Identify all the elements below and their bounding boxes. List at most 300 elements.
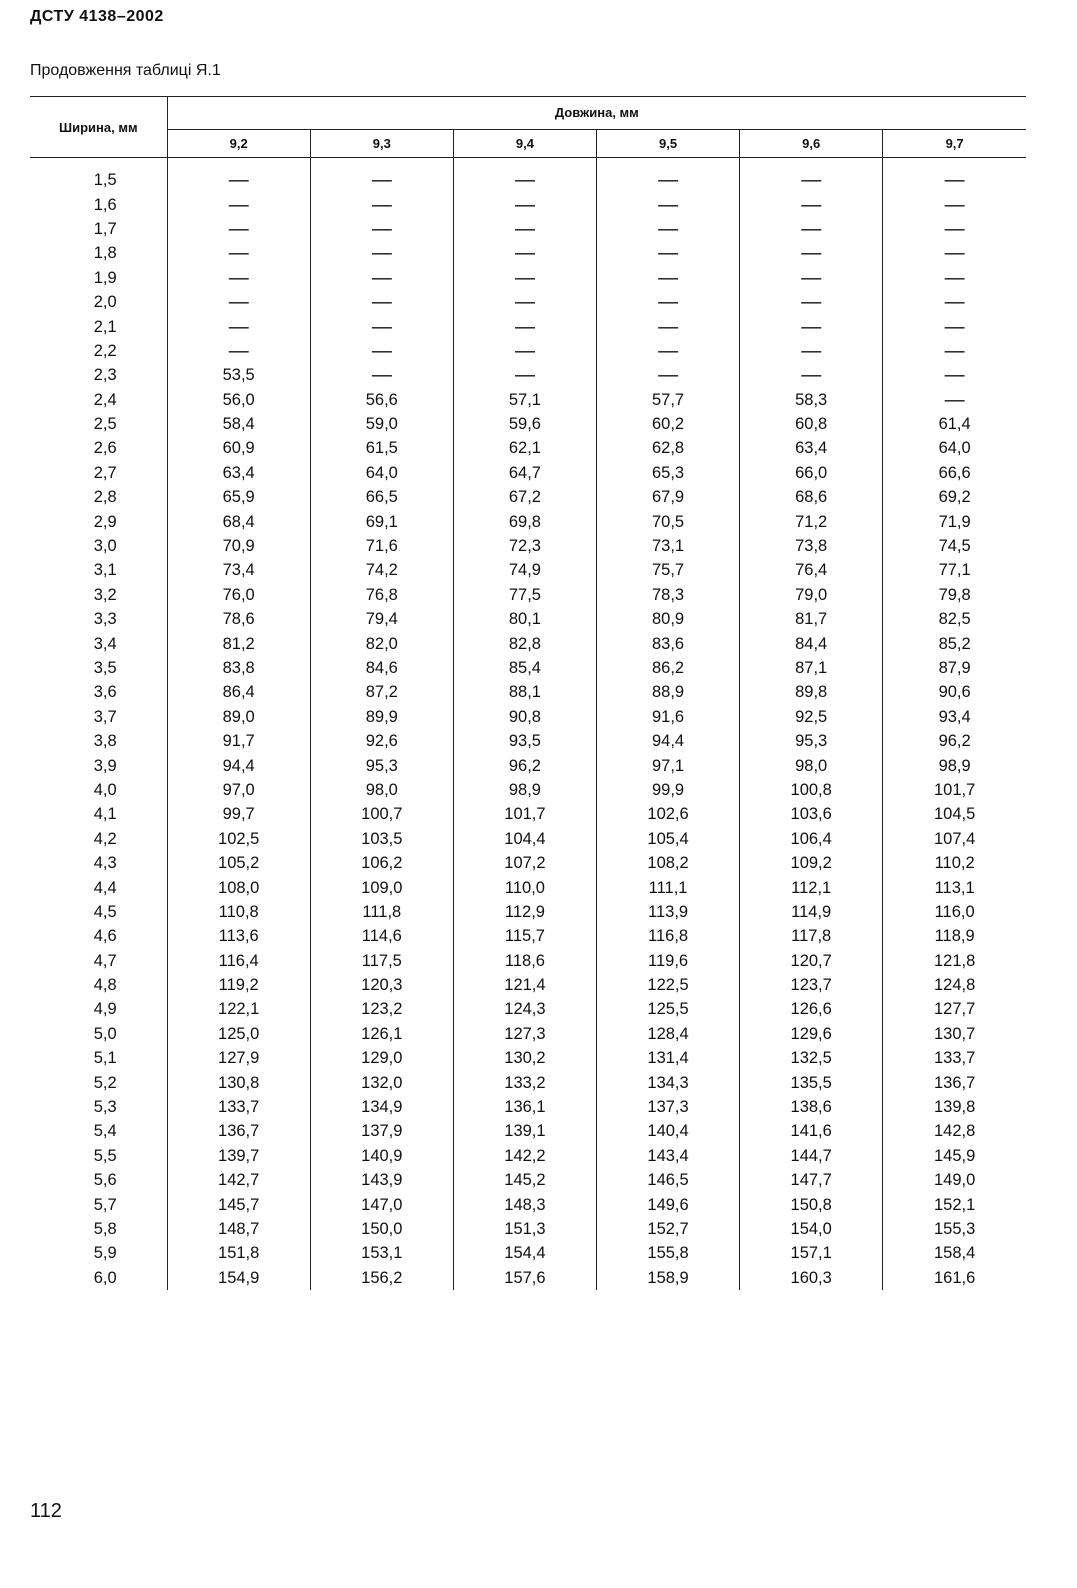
value-cell: 130,7 — [883, 1022, 1026, 1046]
value-cell: — — [740, 290, 883, 314]
table-row — [30, 1046, 1026, 1070]
width-cell: 2,8 — [30, 485, 167, 509]
value-cell: 98,9 — [883, 753, 1026, 777]
value-cell: 56,0 — [167, 388, 310, 412]
value-cell: 139,1 — [453, 1119, 596, 1143]
value-cell: 74,2 — [310, 558, 453, 582]
table-row — [30, 753, 1026, 777]
value-cell: 139,7 — [167, 1144, 310, 1168]
value-cell: 60,9 — [167, 436, 310, 460]
value-cell: 70,9 — [167, 534, 310, 558]
table-row — [30, 1095, 1026, 1119]
value-cell: 118,9 — [883, 924, 1026, 948]
value-cell: 106,4 — [740, 827, 883, 851]
table-row — [30, 1192, 1026, 1216]
value-cell: 128,4 — [597, 1022, 740, 1046]
value-cell: 82,5 — [883, 607, 1026, 631]
value-cell: — — [310, 290, 453, 314]
value-cell: 161,6 — [883, 1266, 1026, 1290]
value-cell: 139,8 — [883, 1095, 1026, 1119]
value-cell: 126,6 — [740, 997, 883, 1021]
value-cell: 70,5 — [597, 509, 740, 533]
value-cell: 53,5 — [167, 363, 310, 387]
value-cell: 66,6 — [883, 461, 1026, 485]
value-cell: 140,4 — [597, 1119, 740, 1143]
value-cell: 95,3 — [740, 729, 883, 753]
value-cell: 90,6 — [883, 680, 1026, 704]
value-cell: — — [310, 217, 453, 241]
value-cell: 100,8 — [740, 778, 883, 802]
value-cell: 135,5 — [740, 1070, 883, 1094]
value-cell: 142,8 — [883, 1119, 1026, 1143]
value-cell: 77,1 — [883, 558, 1026, 582]
value-cell: 104,4 — [453, 827, 596, 851]
table-row — [30, 363, 1026, 387]
table-body — [30, 158, 1026, 1290]
value-cell: 111,1 — [597, 875, 740, 899]
value-cell: 76,0 — [167, 583, 310, 607]
table-row — [30, 949, 1026, 973]
value-cell: — — [740, 266, 883, 290]
value-cell: — — [310, 363, 453, 387]
value-cell: 72,3 — [453, 534, 596, 558]
value-cell: 145,7 — [167, 1192, 310, 1216]
value-cell: 103,6 — [740, 802, 883, 826]
table-caption: Продовження таблиці Я.1 — [30, 62, 221, 79]
value-cell: — — [740, 241, 883, 265]
value-cell: 71,2 — [740, 509, 883, 533]
value-cell: 107,4 — [883, 827, 1026, 851]
value-cell: 131,4 — [597, 1046, 740, 1070]
value-cell: — — [453, 314, 596, 338]
table-row — [30, 485, 1026, 509]
table-row — [30, 705, 1026, 729]
value-cell: 64,7 — [453, 461, 596, 485]
value-cell: 87,1 — [740, 656, 883, 680]
value-cell: 85,4 — [453, 656, 596, 680]
table-row — [30, 461, 1026, 485]
width-cell: 3,5 — [30, 656, 167, 680]
value-cell: 117,5 — [310, 949, 453, 973]
value-cell: 154,9 — [167, 1266, 310, 1290]
width-cell: 3,0 — [30, 534, 167, 558]
width-cell: 5,3 — [30, 1095, 167, 1119]
table-row — [30, 558, 1026, 582]
value-cell: 67,9 — [597, 485, 740, 509]
value-cell: 157,6 — [453, 1266, 596, 1290]
value-cell: 97,0 — [167, 778, 310, 802]
value-cell: 74,9 — [453, 558, 596, 582]
table-row — [30, 924, 1026, 948]
value-cell: 125,5 — [597, 997, 740, 1021]
value-cell: 143,9 — [310, 1168, 453, 1192]
value-cell: — — [597, 339, 740, 363]
page-number: 112 — [30, 1500, 62, 1522]
width-cell: 5,6 — [30, 1168, 167, 1192]
value-cell: 59,6 — [453, 412, 596, 436]
width-cell: 2,5 — [30, 412, 167, 436]
value-cell: 101,7 — [883, 778, 1026, 802]
value-cell: — — [597, 314, 740, 338]
width-cell: 5,1 — [30, 1046, 167, 1070]
value-cell: — — [310, 192, 453, 216]
value-cell: 110,2 — [883, 851, 1026, 875]
table-header — [30, 97, 1026, 158]
value-cell: 76,8 — [310, 583, 453, 607]
value-cell: 124,8 — [883, 973, 1026, 997]
value-cell: — — [740, 363, 883, 387]
value-cell: 126,1 — [310, 1022, 453, 1046]
value-cell: 94,4 — [597, 729, 740, 753]
value-cell: 152,7 — [597, 1217, 740, 1241]
value-cell: 73,4 — [167, 558, 310, 582]
value-cell: — — [597, 217, 740, 241]
value-cell: 105,2 — [167, 851, 310, 875]
value-cell: 129,6 — [740, 1022, 883, 1046]
value-cell: 87,2 — [310, 680, 453, 704]
value-cell: 116,0 — [883, 900, 1026, 924]
value-cell: 122,5 — [597, 973, 740, 997]
value-cell: 93,4 — [883, 705, 1026, 729]
value-cell: — — [167, 241, 310, 265]
value-cell: 68,4 — [167, 509, 310, 533]
value-cell: 147,0 — [310, 1192, 453, 1216]
width-cell: 4,1 — [30, 802, 167, 826]
value-cell: 69,8 — [453, 509, 596, 533]
width-cell: 2,0 — [30, 290, 167, 314]
value-cell: 89,8 — [740, 680, 883, 704]
value-cell: 81,2 — [167, 631, 310, 655]
value-cell: 82,0 — [310, 631, 453, 655]
value-cell: 60,8 — [740, 412, 883, 436]
table-row — [30, 314, 1026, 338]
width-cell: 3,3 — [30, 607, 167, 631]
value-cell: 91,7 — [167, 729, 310, 753]
length-column-header: 9,6 — [740, 129, 883, 157]
value-cell: 127,9 — [167, 1046, 310, 1070]
value-cell: — — [453, 339, 596, 363]
table-row — [30, 827, 1026, 851]
value-cell: 88,9 — [597, 680, 740, 704]
value-cell: 79,4 — [310, 607, 453, 631]
value-cell: — — [310, 266, 453, 290]
width-cell: 1,7 — [30, 217, 167, 241]
value-cell: 109,2 — [740, 851, 883, 875]
value-cell: — — [597, 363, 740, 387]
width-cell: 2,9 — [30, 509, 167, 533]
value-cell: 84,4 — [740, 631, 883, 655]
value-cell: — — [167, 339, 310, 363]
value-cell: 154,4 — [453, 1241, 596, 1265]
value-cell: 83,6 — [597, 631, 740, 655]
value-cell: 71,9 — [883, 509, 1026, 533]
value-cell: 118,6 — [453, 949, 596, 973]
table-row — [30, 1168, 1026, 1192]
value-cell: 116,4 — [167, 949, 310, 973]
value-cell: 155,8 — [597, 1241, 740, 1265]
value-cell: — — [453, 363, 596, 387]
value-cell: — — [883, 192, 1026, 216]
value-cell: 100,7 — [310, 802, 453, 826]
value-cell: 146,5 — [597, 1168, 740, 1192]
value-cell: 112,1 — [740, 875, 883, 899]
width-cell: 4,3 — [30, 851, 167, 875]
value-cell: 101,7 — [453, 802, 596, 826]
width-cell: 1,5 — [30, 158, 167, 193]
value-cell: 127,3 — [453, 1022, 596, 1046]
value-cell: 78,3 — [597, 583, 740, 607]
value-cell: — — [310, 339, 453, 363]
width-cell: 5,5 — [30, 1144, 167, 1168]
width-cell: 4,9 — [30, 997, 167, 1021]
value-cell: 104,5 — [883, 802, 1026, 826]
table-row — [30, 1022, 1026, 1046]
width-cell: 2,1 — [30, 314, 167, 338]
value-cell: 119,2 — [167, 973, 310, 997]
value-cell: 149,0 — [883, 1168, 1026, 1192]
value-cell: 149,6 — [597, 1192, 740, 1216]
value-cell: — — [453, 217, 596, 241]
width-cell: 4,0 — [30, 778, 167, 802]
value-cell: 69,2 — [883, 485, 1026, 509]
length-group-header: Довжина, мм — [167, 97, 1026, 130]
width-cell: 5,4 — [30, 1119, 167, 1143]
value-cell: 122,1 — [167, 997, 310, 1021]
width-cell: 2,3 — [30, 363, 167, 387]
value-cell: 89,9 — [310, 705, 453, 729]
width-cell: 1,8 — [30, 241, 167, 265]
width-cell: 5,8 — [30, 1217, 167, 1241]
value-cell: 136,1 — [453, 1095, 596, 1119]
value-cell: 121,4 — [453, 973, 596, 997]
table-row — [30, 583, 1026, 607]
value-cell: 73,8 — [740, 534, 883, 558]
value-cell: 132,5 — [740, 1046, 883, 1070]
value-cell: 132,0 — [310, 1070, 453, 1094]
value-cell: 136,7 — [883, 1070, 1026, 1094]
value-cell: 124,3 — [453, 997, 596, 1021]
value-cell: 87,9 — [883, 656, 1026, 680]
width-cell: 3,2 — [30, 583, 167, 607]
value-cell: 151,8 — [167, 1241, 310, 1265]
table-row — [30, 290, 1026, 314]
value-cell: 60,2 — [597, 412, 740, 436]
value-cell: 85,2 — [883, 631, 1026, 655]
value-cell: 160,3 — [740, 1266, 883, 1290]
value-cell: 77,5 — [453, 583, 596, 607]
value-cell: — — [597, 241, 740, 265]
value-cell: 133,7 — [883, 1046, 1026, 1070]
value-cell: — — [453, 290, 596, 314]
document-code: ДСТУ 4138–2002 — [30, 8, 164, 25]
value-cell: 62,8 — [597, 436, 740, 460]
value-cell: — — [453, 241, 596, 265]
table-row — [30, 607, 1026, 631]
value-cell: — — [167, 192, 310, 216]
value-cell: 92,6 — [310, 729, 453, 753]
table-row — [30, 656, 1026, 680]
width-cell: 3,9 — [30, 753, 167, 777]
table-row — [30, 997, 1026, 1021]
value-cell: 150,8 — [740, 1192, 883, 1216]
value-cell: 61,4 — [883, 412, 1026, 436]
value-cell: 110,0 — [453, 875, 596, 899]
width-cell: 5,7 — [30, 1192, 167, 1216]
value-cell: 138,6 — [740, 1095, 883, 1119]
value-cell: 71,6 — [310, 534, 453, 558]
value-cell: — — [310, 241, 453, 265]
value-cell: — — [883, 339, 1026, 363]
value-cell: 98,9 — [453, 778, 596, 802]
value-cell: 94,4 — [167, 753, 310, 777]
table-row — [30, 729, 1026, 753]
value-cell: 158,9 — [597, 1266, 740, 1290]
value-cell: 110,8 — [167, 900, 310, 924]
value-cell: 64,0 — [310, 461, 453, 485]
width-cell: 5,2 — [30, 1070, 167, 1094]
table-row — [30, 631, 1026, 655]
value-cell: — — [167, 314, 310, 338]
value-cell: 109,0 — [310, 875, 453, 899]
value-cell: 65,9 — [167, 485, 310, 509]
data-table-container — [30, 96, 1026, 1290]
value-cell: 86,4 — [167, 680, 310, 704]
value-cell: 114,9 — [740, 900, 883, 924]
value-cell: — — [453, 266, 596, 290]
value-cell: 80,9 — [597, 607, 740, 631]
value-cell: 66,5 — [310, 485, 453, 509]
value-cell: 143,4 — [597, 1144, 740, 1168]
value-cell: — — [883, 158, 1026, 193]
value-cell: — — [883, 266, 1026, 290]
value-cell: 59,0 — [310, 412, 453, 436]
value-cell: 113,1 — [883, 875, 1026, 899]
width-cell: 2,7 — [30, 461, 167, 485]
value-cell: 79,8 — [883, 583, 1026, 607]
value-cell: 150,0 — [310, 1217, 453, 1241]
table-row — [30, 1266, 1026, 1290]
value-cell: 95,3 — [310, 753, 453, 777]
value-cell: 81,7 — [740, 607, 883, 631]
value-cell: 90,8 — [453, 705, 596, 729]
value-cell: 141,6 — [740, 1119, 883, 1143]
value-cell: 57,1 — [453, 388, 596, 412]
value-cell: 144,7 — [740, 1144, 883, 1168]
value-cell: — — [883, 217, 1026, 241]
value-cell: 106,2 — [310, 851, 453, 875]
width-cell: 4,7 — [30, 949, 167, 973]
table-row — [30, 266, 1026, 290]
value-cell: 130,8 — [167, 1070, 310, 1094]
value-cell: 66,0 — [740, 461, 883, 485]
table-row — [30, 534, 1026, 558]
value-cell: 93,5 — [453, 729, 596, 753]
value-cell: — — [883, 363, 1026, 387]
value-cell: 96,2 — [883, 729, 1026, 753]
table-row — [30, 339, 1026, 363]
value-cell: 92,5 — [740, 705, 883, 729]
value-cell: 148,3 — [453, 1192, 596, 1216]
width-cell: 5,9 — [30, 1241, 167, 1265]
value-cell: — — [310, 314, 453, 338]
value-cell: 80,1 — [453, 607, 596, 631]
width-cell: 3,8 — [30, 729, 167, 753]
table-row — [30, 388, 1026, 412]
table-row — [30, 802, 1026, 826]
value-cell: 98,0 — [310, 778, 453, 802]
value-cell: 82,8 — [453, 631, 596, 655]
value-cell: 84,6 — [310, 656, 453, 680]
value-cell: 140,9 — [310, 1144, 453, 1168]
width-cell: 6,0 — [30, 1266, 167, 1290]
width-cell: 4,4 — [30, 875, 167, 899]
data-table — [30, 96, 1026, 1290]
value-cell: 86,2 — [597, 656, 740, 680]
table-row — [30, 217, 1026, 241]
value-cell: — — [740, 217, 883, 241]
value-cell: 69,1 — [310, 509, 453, 533]
value-cell: 154,0 — [740, 1217, 883, 1241]
value-cell: 63,4 — [167, 461, 310, 485]
value-cell: 74,5 — [883, 534, 1026, 558]
value-cell: 75,7 — [597, 558, 740, 582]
value-cell: 145,2 — [453, 1168, 596, 1192]
width-cell: 2,6 — [30, 436, 167, 460]
value-cell: 111,8 — [310, 900, 453, 924]
length-column-header: 9,7 — [883, 129, 1026, 157]
width-cell: 3,4 — [30, 631, 167, 655]
value-cell: 61,5 — [310, 436, 453, 460]
table-row — [30, 1241, 1026, 1265]
value-cell: 108,2 — [597, 851, 740, 875]
value-cell: 155,3 — [883, 1217, 1026, 1241]
value-cell: 58,3 — [740, 388, 883, 412]
value-cell: 76,4 — [740, 558, 883, 582]
value-cell: 136,7 — [167, 1119, 310, 1143]
value-cell: 91,6 — [597, 705, 740, 729]
table-row — [30, 778, 1026, 802]
value-cell: 120,3 — [310, 973, 453, 997]
value-cell: 102,5 — [167, 827, 310, 851]
value-cell: 127,7 — [883, 997, 1026, 1021]
value-cell: 56,6 — [310, 388, 453, 412]
value-cell: 105,4 — [597, 827, 740, 851]
value-cell: — — [597, 192, 740, 216]
value-cell: 58,4 — [167, 412, 310, 436]
value-cell: 129,0 — [310, 1046, 453, 1070]
value-cell: 137,3 — [597, 1095, 740, 1119]
width-column-header: Ширина, мм — [30, 97, 167, 158]
value-cell: 96,2 — [453, 753, 596, 777]
value-cell: 157,1 — [740, 1241, 883, 1265]
table-row — [30, 412, 1026, 436]
width-cell: 4,6 — [30, 924, 167, 948]
value-cell: 134,9 — [310, 1095, 453, 1119]
value-cell: 133,7 — [167, 1095, 310, 1119]
table-row — [30, 900, 1026, 924]
value-cell: 119,6 — [597, 949, 740, 973]
value-cell: 112,9 — [453, 900, 596, 924]
value-cell: 79,0 — [740, 583, 883, 607]
value-cell: 147,7 — [740, 1168, 883, 1192]
value-cell: — — [453, 158, 596, 193]
value-cell: — — [740, 192, 883, 216]
table-row — [30, 973, 1026, 997]
value-cell: 117,8 — [740, 924, 883, 948]
value-cell: 151,3 — [453, 1217, 596, 1241]
value-cell: 114,6 — [310, 924, 453, 948]
value-cell: 67,2 — [453, 485, 596, 509]
